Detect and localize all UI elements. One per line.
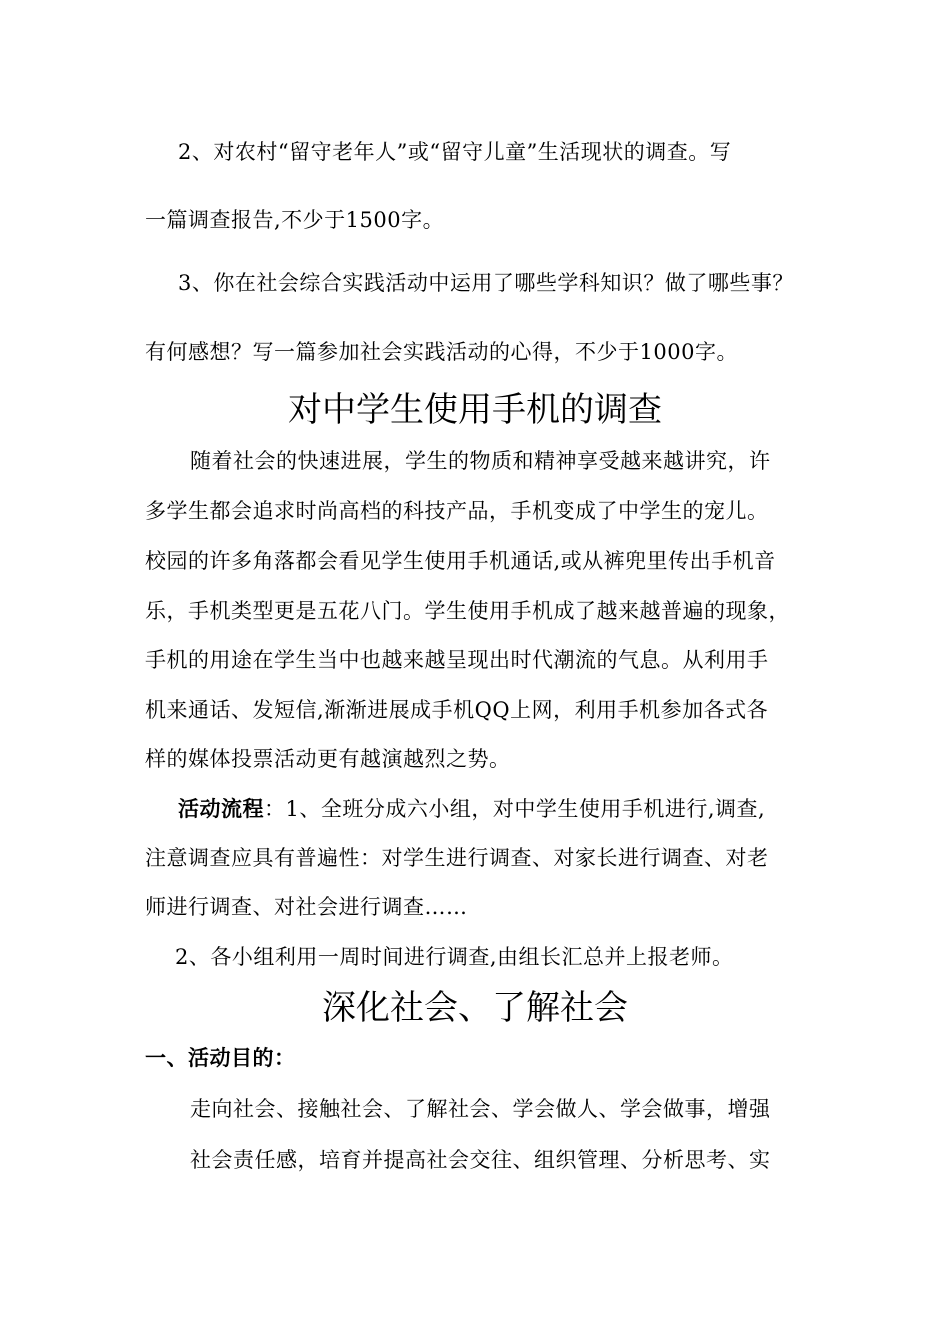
intro-line-1: 2、对农村“留守老年人”或“留守儿童”生活现状的调查。写 — [178, 140, 732, 164]
purpose-heading: 一、活动目的： — [145, 1045, 296, 1070]
process-line-4: 2、各小组利用一周时间进行调查,由组长汇总并上报老师。 — [175, 945, 734, 969]
purpose-line-2: 社会责任感，培育并提高社会交往、组织管理、分析思考、实 — [190, 1148, 771, 1172]
purpose-line-1: 走向社会、接触社会、了解社会、学会做人、学会做事，增强 — [190, 1097, 771, 1121]
survey-line-6: 机来通话、发短信,渐渐进展成手机QQ上网，利用手机参加各式各 — [145, 698, 769, 722]
process-first-text: ：1、全班分成六小组，对中学生使用手机进行,调查, — [264, 797, 766, 821]
survey-title: 对中学生使用手机的调查 — [288, 390, 662, 430]
intro-line-2: 一篇调查报告,不少于1500字。 — [145, 208, 445, 232]
process-line-2: 注意调查应具有普遍性：对学生进行调查、对家长进行调查、对老 — [145, 846, 769, 870]
survey-line-3: 校园的许多角落都会看见学生使用手机通话,或从裤兜里传出手机音 — [145, 549, 776, 573]
survey-line-2: 多学生都会追求时尚高档的科技产品，手机变成了中学生的宠儿。 — [145, 499, 769, 523]
process-line-3: 师进行调查、对社会进行调查…… — [145, 895, 468, 919]
intro-line-4: 有何感想？写一篇参加社会实践活动的心得，不少于1000字。 — [145, 340, 738, 364]
survey-line-4: 乐，手机类型更是五花八门。学生使用手机成了越来越普遍的现象， — [145, 599, 790, 623]
survey-line-7: 样的媒体投票活动更有越演越烈之势。 — [145, 747, 511, 771]
process-line-1 — [178, 794, 765, 824]
process-label: 活动流程 — [178, 796, 264, 821]
intro-line-3: 3、你在社会综合实践活动中运用了哪些学科知识？做了哪些事？ — [178, 271, 794, 295]
deepen-title: 深化社会、了解社会 — [322, 988, 628, 1028]
survey-line-5: 手机的用途在学生当中也越来越呈现出时代潮流的气息。从利用手 — [145, 648, 769, 672]
survey-line-1: 随着社会的快速进展，学生的物质和精神享受越来越讲究，许 — [190, 449, 771, 473]
